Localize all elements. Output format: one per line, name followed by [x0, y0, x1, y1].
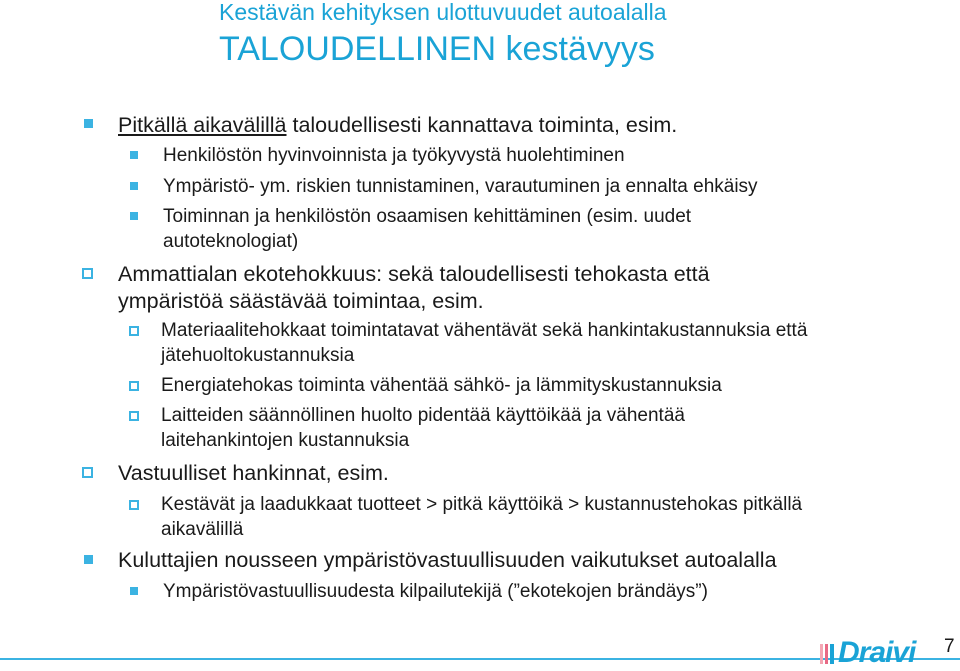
bullet-text-1-rest: taloudellisesti kannattava toiminta, esim.	[286, 113, 678, 137]
sub-bullet-square	[130, 151, 138, 159]
sub-bullet-text: Toiminnan ja henkilöstön osaamisen kehittäminen (esim. uudet	[163, 206, 692, 227]
bullet-square	[84, 555, 93, 564]
bullet-text-3: Vastuulliset hankinnat, esim.	[118, 461, 389, 485]
sub-bullet-text-continued: jätehuoltokustannuksia	[161, 345, 355, 366]
sub-bullet-square	[130, 182, 138, 190]
page-number: 7	[944, 636, 955, 657]
underlined-term: Pitkällä aikavälillä	[118, 113, 287, 137]
bullet-hollow	[82, 467, 93, 478]
sub-bullet-text: Energiatehokas toiminta vähentää sähkö- ja lämmityskustannuksia	[161, 375, 722, 396]
bullet-hollow	[82, 268, 93, 279]
sub-bullet-text: Kestävät ja laadukkaat tuotteet > pitkä käyttöikä > kustannustehokas pitkällä	[161, 494, 803, 515]
bullet-square	[84, 119, 93, 128]
sub-bullet-hollow	[129, 500, 139, 510]
draivi-logo	[820, 638, 930, 668]
sub-bullet-text: Ympäristö- ym. riskien tunnistaminen, varautuminen ja ennalta ehkäisy	[163, 176, 758, 197]
bullet-text-4: Kuluttajien nousseen ympäristövastuullisuuden vaikutukset autoalalla	[118, 548, 777, 572]
footer-divider	[0, 658, 960, 660]
bullet-text-1	[118, 113, 677, 138]
sub-bullet-square	[130, 212, 138, 220]
bullet-text-2-continued: ympäristöä säästävää toimintaa, esim.	[118, 289, 484, 313]
stacked-bars-icon	[820, 642, 836, 666]
slide-title: TALOUDELLINEN kestävyys	[219, 30, 655, 68]
sub-bullet-text-continued: laitehankintojen kustannuksia	[161, 430, 410, 451]
sub-bullet-square	[130, 587, 138, 595]
sub-bullet-hollow	[129, 326, 139, 336]
bullet-text-2: Ammattialan ekotehokkuus: sekä taloudellisesti tehokasta että	[118, 262, 710, 286]
sub-bullet-text: Materiaalitehokkaat toimintatavat vähentävät sekä hankintakustannuksia että	[161, 320, 808, 341]
sub-bullet-text: Laitteiden säännöllinen huolto pidentää käyttöikää ja vähentää	[161, 405, 685, 426]
sub-bullet-text: Henkilöstön hyvinvoinnista ja työkyvystä huolehtiminen	[163, 145, 625, 166]
sub-bullet-hollow	[129, 411, 139, 421]
sub-bullet-text-continued: aikavälillä	[161, 519, 244, 540]
slide-subtitle: Kestävän kehityksen ulottuvuudet autoalalla	[219, 0, 667, 25]
sub-bullet-text-continued: autoteknologiat)	[163, 231, 299, 252]
sub-bullet-hollow	[129, 381, 139, 391]
sub-bullet-text: Ympäristövastuullisuudesta kilpailutekijä (”ekotekojen brändäys”)	[163, 581, 708, 602]
logo-text: Draivi	[838, 636, 916, 669]
